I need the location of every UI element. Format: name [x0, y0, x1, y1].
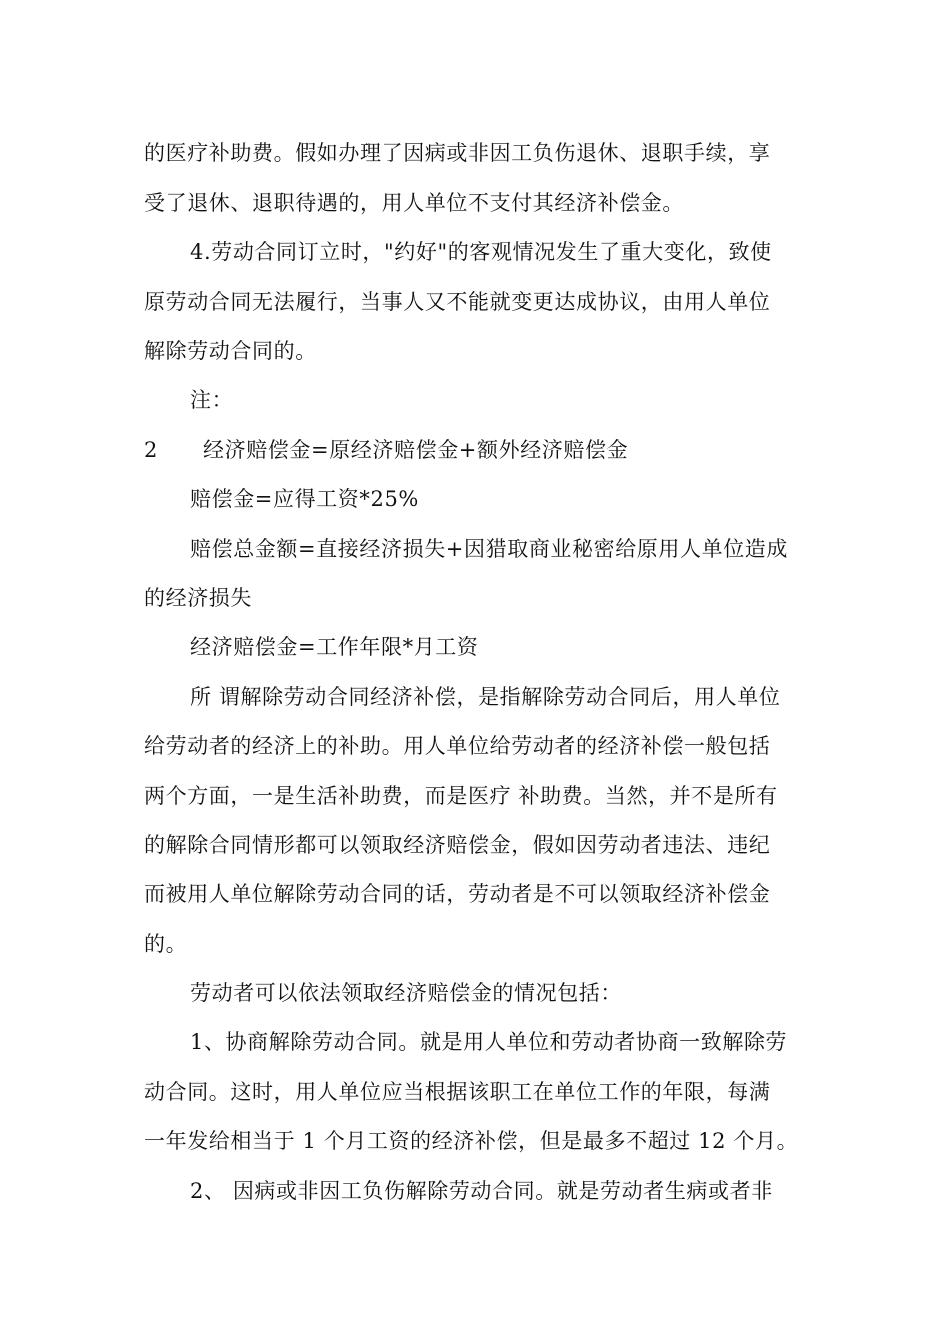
text-line: 动合同。这时，用人单位应当根据该职工在单位工作的年限，每满 [144, 1080, 771, 1104]
text-line: 一年发给相当于 1 个月工资的经济补偿，但是最多不超过 12 个月。 [144, 1129, 799, 1153]
note-label: 注： [190, 388, 234, 412]
text-line: 的经济损失 [144, 586, 252, 610]
text-line: 而被用人单位解除劳动合同的话，劳动者是不可以领取经济补偿金 [144, 882, 771, 906]
text-line: 给劳动者的经济上的补助。用人单位给劳动者的经济补偿一般包括 [144, 734, 771, 758]
text-line: 劳动者可以依法领取经济赔偿金的情况包括： [190, 981, 622, 1005]
text-line: 所 谓解除劳动合同经济补偿，是指解除劳动合同后，用人单位 [190, 685, 781, 709]
text-line: 4.劳动合同订立时，"约好"的客观情况发生了重大变化，致使 [190, 240, 772, 264]
text-line: 原劳动合同无法履行，当事人又不能就变更达成协议，由用人单位 [144, 290, 771, 314]
text-line: 受了退休、退职待遇的，用人单位不支付其经济补偿金。 [144, 191, 684, 215]
text-line: 两个方面，一是生活补助费，而是医疗 补助费。当然，并不是所有 [144, 784, 778, 808]
text-line: 2、 因病或非因工负伤解除劳动合同。就是劳动者生病或者非 [190, 1179, 773, 1203]
formula-line: 经济赔偿金=原经济赔偿金+额外经济赔偿金 [203, 438, 629, 462]
formula-line: 经济赔偿金=工作年限*月工资 [190, 635, 479, 659]
text-line: 的解除合同情形都可以领取经济赔偿金，假如因劳动者违法、违纪 [144, 833, 771, 857]
note-number: 2 [144, 438, 158, 462]
formula-line: 赔偿金=应得工资*25% [190, 487, 419, 511]
text-line: 的医疗补助费。假如办理了因病或非因工负伤退休、退职手续，享 [144, 141, 771, 165]
text-line: 解除劳动合同的。 [144, 339, 317, 363]
text-line: 的。 [144, 932, 188, 956]
text-line: 1、协商解除劳动合同。就是用人单位和劳动者协商一致解除劳 [190, 1030, 788, 1054]
formula-line: 赔偿总金额=直接经济损失+因猎取商业秘密给原用人单位造成 [190, 537, 788, 561]
